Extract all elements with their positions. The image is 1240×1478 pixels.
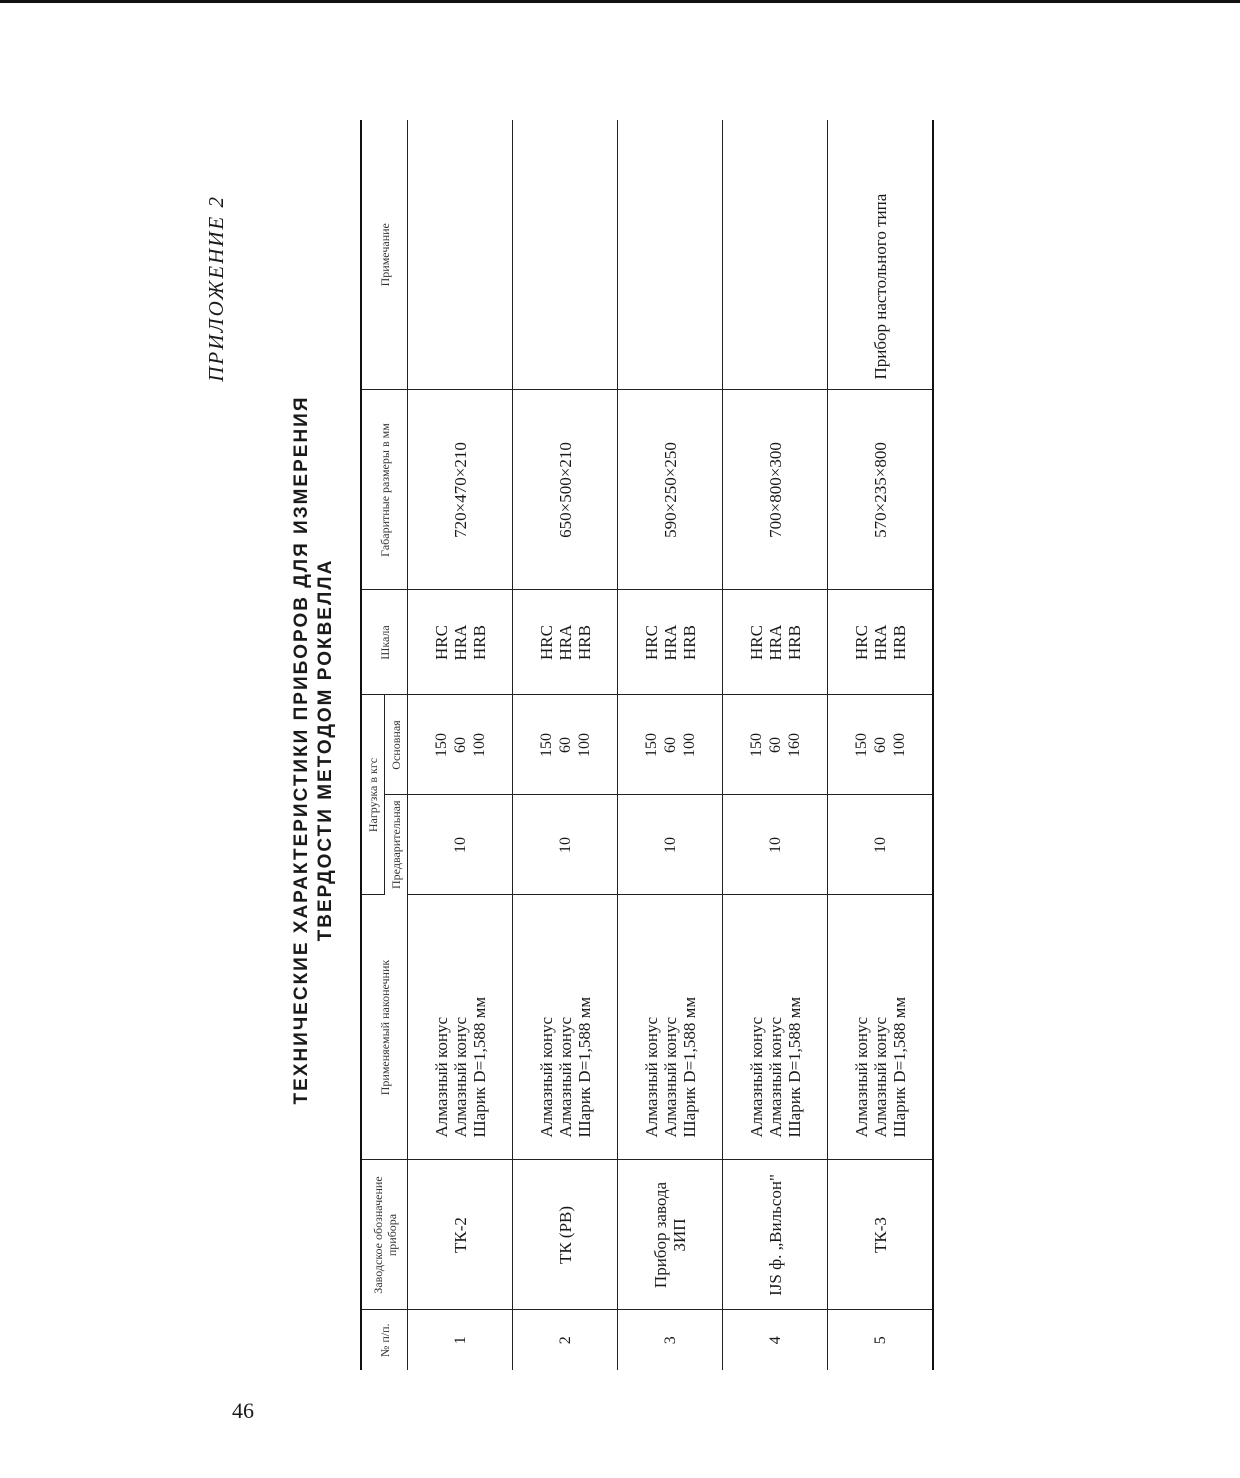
header-load: Нагрузка в кгс	[361, 695, 385, 895]
cell-tip-line: Алмазный конус	[641, 1016, 661, 1138]
cell-device: ТК-2	[408, 1160, 513, 1310]
cell-tip-line: Алмазный конус	[555, 1016, 575, 1138]
cell-scale	[408, 590, 513, 695]
cell-tip-line: Алмазный конус	[765, 1016, 785, 1138]
cell-load-main	[723, 695, 828, 795]
table-row	[513, 120, 618, 1370]
cell-dims: 650×500×210	[513, 390, 618, 590]
cell-tip-line: Шарик D=1,588 мм	[469, 996, 489, 1138]
cell-scale-line: HRA	[870, 624, 890, 661]
cell-load-main-line: 150	[642, 733, 660, 757]
cell-tip-line: Алмазный конус	[746, 1016, 766, 1138]
specs-table	[360, 120, 934, 1370]
header-dims: Габаритные размеры в мм	[361, 390, 408, 590]
title-line-1: ТЕХНИЧЕСКИЕ ХАРАКТЕРИСТИКИ ПРИБОРОВ ДЛЯ ИЗМЕРЕНИЯ	[291, 395, 312, 1105]
cell-load-main-line: 150	[747, 733, 765, 757]
cell-scale-line: HRA	[450, 624, 470, 661]
cell-load-main	[513, 695, 618, 795]
rotated-content	[200, 100, 1080, 1400]
cell-tip	[513, 895, 618, 1160]
cell-device: ТК (РВ)	[513, 1160, 618, 1310]
title-line-2: ТВЕРДОСТИ МЕТОДОМ РОКВЕЛЛА	[315, 558, 336, 942]
cell-num: 1	[408, 1310, 513, 1370]
header-load-pre: Предварительная	[385, 795, 408, 895]
cell-load-main	[828, 695, 934, 795]
cell-num: 3	[618, 1310, 723, 1370]
table-row	[618, 120, 723, 1370]
cell-scale-line: HRB	[784, 625, 804, 660]
header-note: Примечание	[361, 120, 408, 390]
cell-scale-line: HRB	[889, 625, 909, 660]
appendix-label: ПРИЛОЖЕНИЕ 2	[204, 195, 228, 382]
cell-scale-line: HRB	[679, 625, 699, 660]
cell-tip-line: Алмазный конус	[536, 1016, 556, 1138]
cell-scale-line: HRC	[431, 625, 451, 660]
cell-tip-line: Шарик D=1,588 мм	[784, 996, 804, 1138]
cell-tip	[828, 895, 934, 1160]
cell-scale-line: HRC	[746, 625, 766, 660]
cell-tip	[618, 895, 723, 1160]
cell-load-pre: 10	[723, 795, 828, 895]
cell-load-main-line: 150	[852, 733, 870, 757]
cell-tip-line: Алмазный конус	[450, 1016, 470, 1138]
cell-load-pre: 10	[828, 795, 934, 895]
cell-num: 4	[723, 1310, 828, 1370]
cell-tip-line: Алмазный конус	[851, 1016, 871, 1138]
cell-load-main-line: 60	[661, 737, 679, 753]
cell-tip-line: Алмазный конус	[870, 1016, 890, 1138]
cell-device: Прибор завода ЗИП	[618, 1160, 723, 1310]
cell-scale-line: HRC	[536, 625, 556, 660]
cell-note	[408, 120, 513, 390]
cell-scale-line: HRA	[660, 624, 680, 661]
cell-load-main-line: 60	[556, 737, 574, 753]
cell-dims: 700×800×300	[723, 390, 828, 590]
cell-dims: 590×250×250	[618, 390, 723, 590]
cell-load-pre: 10	[513, 795, 618, 895]
cell-note	[723, 120, 828, 390]
cell-scale-line: HRB	[469, 625, 489, 660]
cell-load-main-line: 160	[785, 733, 803, 757]
page-number: 46	[232, 1398, 254, 1423]
cell-scale	[513, 590, 618, 695]
cell-note	[618, 120, 723, 390]
table-row	[828, 120, 934, 1370]
cell-load-main-line: 100	[470, 733, 488, 757]
cell-scale-line: HRA	[555, 624, 575, 661]
cell-scale	[828, 590, 934, 695]
cell-load-pre: 10	[408, 795, 513, 895]
cell-tip	[723, 895, 828, 1160]
cell-scale-line: HRA	[765, 624, 785, 661]
top-border	[0, 0, 1240, 3]
cell-scale-line: HRB	[574, 625, 594, 660]
cell-load-main-line: 60	[871, 737, 889, 753]
cell-scale-line: HRC	[851, 625, 871, 660]
header-device: Заводское обозначение прибора	[361, 1160, 408, 1310]
cell-note: Прибор настольного типа	[828, 120, 934, 390]
cell-load-main-line: 100	[575, 733, 593, 757]
header-scale: Шкала	[361, 590, 408, 695]
cell-load-main-line: 100	[680, 733, 698, 757]
cell-load-pre: 10	[618, 795, 723, 895]
cell-scale	[618, 590, 723, 695]
cell-tip-line: Алмазный конус	[660, 1016, 680, 1138]
cell-note	[513, 120, 618, 390]
cell-load-main-line: 100	[890, 733, 908, 757]
cell-load-main-line: 60	[451, 737, 469, 753]
cell-tip	[408, 895, 513, 1160]
header-num: № п/п.	[361, 1310, 408, 1370]
cell-load-main	[618, 695, 723, 795]
cell-tip-line: Шарик D=1,588 мм	[889, 996, 909, 1138]
table-title	[290, 100, 338, 1400]
header-load-main: Основная	[385, 695, 408, 795]
cell-scale-line: HRC	[641, 625, 661, 660]
table-row	[408, 120, 513, 1370]
cell-load-main-line: 150	[537, 733, 555, 757]
header-tip: Применяемый наконечник	[361, 895, 408, 1160]
cell-num: 2	[513, 1310, 618, 1370]
cell-dims: 570×235×800	[828, 390, 934, 590]
cell-tip-line: Шарик D=1,588 мм	[679, 996, 699, 1138]
cell-load-main-line: 150	[432, 733, 450, 757]
cell-device: IJS ф. „Вильсон"	[723, 1160, 828, 1310]
cell-num: 5	[828, 1310, 934, 1370]
cell-dims: 720×470×210	[408, 390, 513, 590]
cell-load-main	[408, 695, 513, 795]
cell-tip-line: Алмазный конус	[431, 1016, 451, 1138]
cell-device: ТК-3	[828, 1160, 934, 1310]
cell-load-main-line: 60	[766, 737, 784, 753]
cell-tip-line: Шарик D=1,588 мм	[574, 996, 594, 1138]
cell-scale	[723, 590, 828, 695]
table-row	[723, 120, 828, 1370]
